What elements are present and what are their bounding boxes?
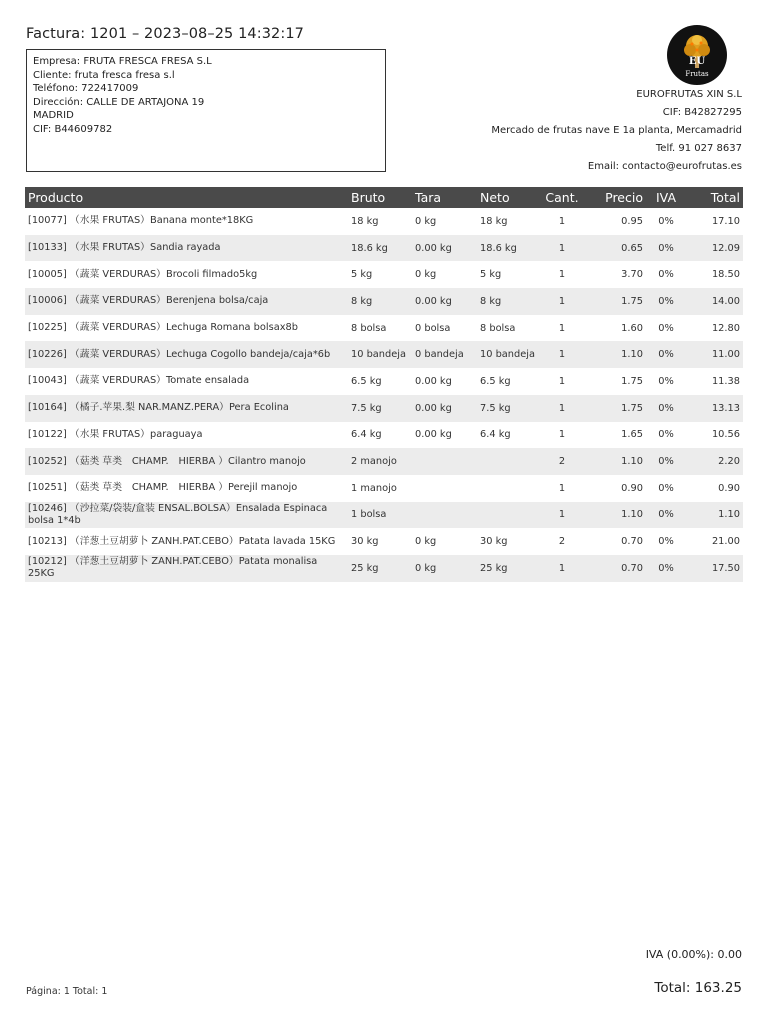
table-row bbox=[25, 502, 743, 529]
cell-tara: 0.00 kg bbox=[412, 235, 477, 262]
cell-neto: 25 kg bbox=[477, 555, 539, 582]
cell-producto: [10133] （水果 FRUTAS）Sandia rayada bbox=[25, 235, 348, 262]
cell-iva: 0% bbox=[658, 429, 674, 441]
cell-precio: 1.10 bbox=[585, 448, 646, 475]
client-info-box bbox=[26, 49, 386, 172]
cell-iva: 0% bbox=[646, 235, 686, 262]
cell-neto: 6.5 kg bbox=[480, 375, 511, 387]
company-name: EUROFRUTAS XIN S.L bbox=[636, 89, 742, 100]
client-cif: CIF: B44609782 bbox=[33, 123, 113, 135]
cell-cant: 1 bbox=[558, 429, 566, 441]
table-row bbox=[25, 528, 743, 555]
cell-tara: 0.00 kg bbox=[412, 395, 477, 422]
cell-tara bbox=[412, 502, 477, 529]
header-bruto: Bruto bbox=[348, 187, 412, 208]
cell-total: 18.50 bbox=[711, 269, 740, 281]
table-row bbox=[25, 288, 743, 315]
cell-producto: [10226] （蔬菜 VERDURAS）Lechuga Cogollo bandeja/caja*6b bbox=[25, 341, 348, 368]
header-precio: Precio bbox=[585, 187, 646, 208]
cell-total: 21.00 bbox=[711, 536, 740, 548]
table-row bbox=[25, 448, 743, 475]
cell-iva: 0% bbox=[646, 448, 686, 475]
cell-precio: 1.75 bbox=[585, 288, 646, 315]
cell-total: 2.20 bbox=[686, 448, 743, 475]
cell-tara: 0.00 kg bbox=[412, 288, 477, 315]
cell-producto: [10225] （蔬菜 VERDURAS）Lechuga Romana bolsax8b bbox=[28, 322, 298, 334]
total-summary: Total: 163.25 bbox=[654, 980, 742, 996]
cell-tara: 0 kg bbox=[415, 536, 437, 548]
cell-neto: 6.4 kg bbox=[480, 429, 511, 441]
cell-tara bbox=[412, 475, 477, 502]
cell-precio: 1.75 bbox=[585, 395, 646, 422]
cell-bruto: 5 kg bbox=[351, 269, 373, 281]
cell-cant: 1 bbox=[539, 555, 585, 582]
cell-neto: 7.5 kg bbox=[477, 395, 539, 422]
cell-iva: 0% bbox=[658, 322, 674, 334]
header-producto: Producto bbox=[25, 187, 348, 208]
table-body bbox=[25, 208, 743, 582]
invoice-title: Factura: 1201 – 2023–08–25 14:32:17 bbox=[26, 26, 304, 42]
company-address: Mercado de frutas nave E 1a planta, Mercamadrid bbox=[491, 125, 742, 136]
cell-cant: 1 bbox=[539, 395, 585, 422]
cell-precio: 0.65 bbox=[585, 235, 646, 262]
cell-total: 13.13 bbox=[686, 395, 743, 422]
cell-iva: 0% bbox=[646, 395, 686, 422]
cell-iva: 0% bbox=[658, 375, 674, 387]
iva-summary: IVA (0.00%): 0.00 bbox=[645, 948, 742, 961]
company-info bbox=[491, 86, 742, 176]
cell-precio: 1.75 bbox=[621, 375, 643, 387]
cell-iva: 0% bbox=[646, 555, 686, 582]
logo-text: EU bbox=[688, 56, 706, 67]
cell-precio: 1.10 bbox=[585, 341, 646, 368]
cell-neto: 18.6 kg bbox=[477, 235, 539, 262]
cell-tara: 0.00 kg bbox=[415, 429, 452, 441]
cell-precio: 0.70 bbox=[621, 536, 643, 548]
cell-total: 14.00 bbox=[686, 288, 743, 315]
cell-bruto: 10 bandeja bbox=[348, 341, 412, 368]
cell-cant: 1 bbox=[558, 215, 566, 227]
table-row bbox=[25, 475, 743, 502]
cell-producto: [10122] （水果 FRUTAS）paraguaya bbox=[28, 428, 203, 440]
cell-bruto: 6.5 kg bbox=[351, 375, 382, 387]
cell-bruto: 1 manojo bbox=[351, 482, 397, 494]
cell-producto: [10246] （沙拉菜/袋装/盒装 ENSAL.BOLSA）Ensalada Espinaca bolsa 1*4b bbox=[25, 502, 348, 529]
cell-precio: 1.65 bbox=[621, 429, 643, 441]
client-telefono: Teléfono: 722417009 bbox=[33, 83, 139, 95]
cell-cant: 1 bbox=[558, 269, 566, 281]
cell-cant: 2 bbox=[539, 448, 585, 475]
table-row bbox=[25, 422, 743, 449]
cell-precio: 0.90 bbox=[621, 482, 643, 494]
cell-neto: 5 kg bbox=[480, 269, 502, 281]
header-neto: Neto bbox=[477, 187, 539, 208]
cell-producto: [10252] （菇类 草类 CHAMP. HIERBA ）Cilantro manojo bbox=[25, 448, 348, 475]
cell-bruto: 30 kg bbox=[351, 536, 379, 548]
cell-producto: [10164] （橘子.苹果.梨 NAR.MANZ.PERA）Pera Ecolina bbox=[25, 395, 348, 422]
cell-neto bbox=[477, 475, 539, 502]
cell-cant: 1 bbox=[539, 341, 585, 368]
cell-cant: 1 bbox=[539, 502, 585, 529]
cell-total: 10.56 bbox=[711, 429, 740, 441]
cell-iva: 0% bbox=[646, 341, 686, 368]
company-email: Email: contacto@eurofrutas.es bbox=[587, 161, 742, 172]
client-direccion: Dirección: CALLE DE ARTAJONA 19 bbox=[33, 96, 205, 108]
cell-total: 12.80 bbox=[711, 322, 740, 334]
cell-total: 1.10 bbox=[686, 502, 743, 529]
company-logo bbox=[666, 24, 728, 86]
cell-iva: 0% bbox=[658, 482, 674, 494]
table-row bbox=[25, 235, 743, 262]
cell-total: 17.10 bbox=[711, 215, 740, 227]
cell-total: 12.09 bbox=[686, 235, 743, 262]
table-row bbox=[25, 395, 743, 422]
cell-neto: 8 bolsa bbox=[480, 322, 516, 334]
cell-tara: 0 kg bbox=[412, 555, 477, 582]
cell-precio: 1.10 bbox=[585, 502, 646, 529]
header-iva: IVA bbox=[646, 187, 686, 208]
cell-cant: 1 bbox=[558, 375, 566, 387]
header-cant: Cant. bbox=[539, 187, 585, 208]
client-empresa: Empresa: FRUTA FRESCA FRESA S.L bbox=[33, 56, 212, 67]
table-row bbox=[25, 315, 743, 342]
cell-iva: 0% bbox=[658, 215, 674, 227]
table-row bbox=[25, 555, 743, 582]
cell-bruto: 1 bolsa bbox=[348, 502, 412, 529]
cell-cant: 1 bbox=[558, 322, 566, 334]
cell-neto: 30 kg bbox=[480, 536, 508, 548]
cell-precio: 3.70 bbox=[621, 269, 643, 281]
table-row bbox=[25, 208, 743, 235]
cell-bruto: 7.5 kg bbox=[348, 395, 412, 422]
company-cif: CIF: B42827295 bbox=[662, 107, 742, 118]
items-table bbox=[25, 187, 743, 582]
table-row bbox=[25, 368, 743, 395]
cell-neto: 10 bandeja bbox=[477, 341, 539, 368]
cell-bruto: 6.4 kg bbox=[351, 429, 382, 441]
cell-tara: 0.00 kg bbox=[415, 375, 452, 387]
cell-bruto: 8 kg bbox=[348, 288, 412, 315]
cell-tara: 0 kg bbox=[415, 215, 437, 227]
cell-iva: 0% bbox=[658, 536, 674, 548]
cell-cant: 2 bbox=[558, 536, 566, 548]
cell-tara: 0 kg bbox=[415, 269, 437, 281]
cell-tara bbox=[412, 448, 477, 475]
cell-precio: 1.60 bbox=[621, 322, 643, 334]
cell-total: 11.38 bbox=[711, 375, 740, 387]
client-cliente: Cliente: fruta fresca fresa s.l bbox=[33, 69, 175, 81]
cell-producto: [10251] （菇类 草类 CHAMP. HIERBA ）Perejil manojo bbox=[28, 482, 298, 494]
cell-bruto: 18.6 kg bbox=[348, 235, 412, 262]
table-row bbox=[25, 341, 743, 368]
cell-producto: [10213] （洋葱土豆胡萝卜 ZANH.PAT.CEBO）Patata lavada 15KG bbox=[28, 535, 336, 547]
cell-total: 17.50 bbox=[686, 555, 743, 582]
cell-cant: 1 bbox=[558, 482, 566, 494]
cell-bruto: 25 kg bbox=[348, 555, 412, 582]
cell-cant: 1 bbox=[539, 235, 585, 262]
cell-tara: 0 bolsa bbox=[415, 322, 451, 334]
cell-producto: [10212] （洋葱土豆胡萝卜 ZANH.PAT.CEBO）Patata monalisa 25KG bbox=[25, 555, 348, 582]
header-tara: Tara bbox=[412, 187, 477, 208]
cell-neto: 18 kg bbox=[480, 215, 508, 227]
logo-subtext: Frutas bbox=[685, 70, 709, 78]
cell-bruto: 2 manojo bbox=[348, 448, 412, 475]
cell-precio: 0.70 bbox=[585, 555, 646, 582]
cell-cant: 1 bbox=[539, 288, 585, 315]
cell-producto: [10005] （蔬菜 VERDURAS）Brocoli filmado5kg bbox=[28, 268, 258, 280]
cell-neto: 8 kg bbox=[477, 288, 539, 315]
table-row bbox=[25, 261, 743, 288]
cell-iva: 0% bbox=[658, 269, 674, 281]
cell-neto bbox=[477, 448, 539, 475]
cell-producto: [10077] （水果 FRUTAS）Banana monte*18KG bbox=[28, 215, 254, 227]
header-total: Total bbox=[686, 187, 743, 208]
cell-producto: [10006] （蔬菜 VERDURAS）Berenjena bolsa/caja bbox=[25, 288, 348, 315]
cell-iva: 0% bbox=[646, 288, 686, 315]
cell-tara: 0 bandeja bbox=[412, 341, 477, 368]
cell-producto: [10043] （蔬菜 VERDURAS）Tomate ensalada bbox=[28, 375, 250, 387]
cell-bruto: 18 kg bbox=[351, 215, 379, 227]
cell-precio: 0.95 bbox=[621, 215, 643, 227]
cell-neto bbox=[477, 502, 539, 529]
client-ciudad: MADRID bbox=[33, 110, 74, 122]
company-phone: Telf. 91 027 8637 bbox=[655, 143, 742, 154]
cell-total: 11.00 bbox=[686, 341, 743, 368]
cell-bruto: 8 bolsa bbox=[351, 322, 387, 334]
cell-total: 0.90 bbox=[718, 482, 740, 494]
pagination: Página: 1 Total: 1 bbox=[26, 986, 108, 997]
table-header-row bbox=[25, 187, 743, 208]
cell-iva: 0% bbox=[646, 502, 686, 529]
